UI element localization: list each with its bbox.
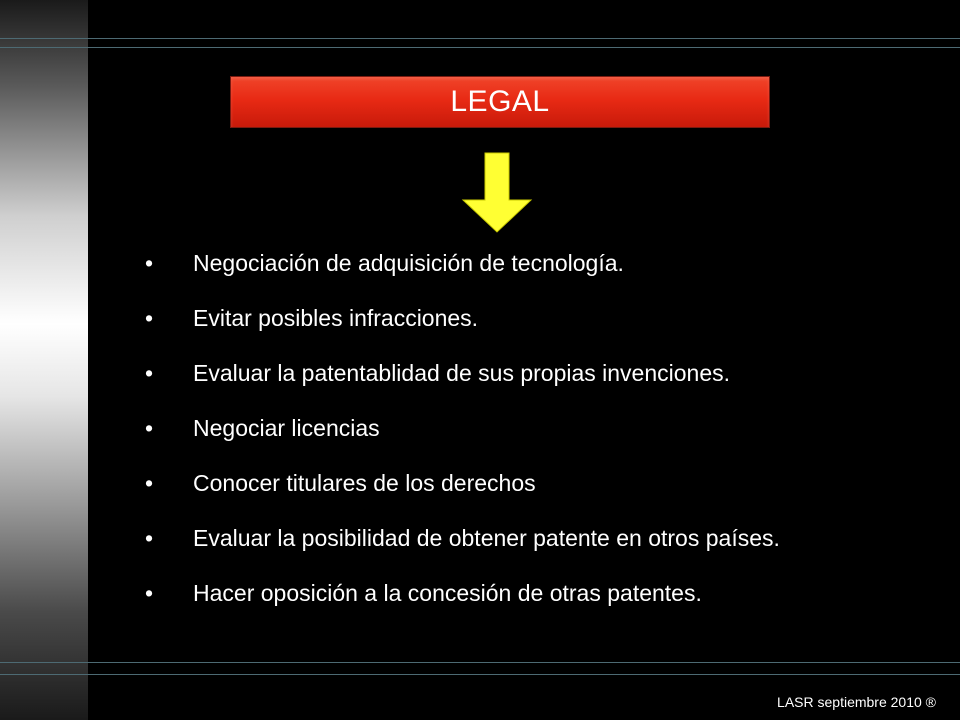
bullet-icon: • <box>145 415 154 441</box>
down-arrow-icon <box>461 152 533 234</box>
list-item-text: Negociación de adquisición de tecnología. <box>193 250 624 276</box>
list-item-text: Negociar licencias <box>193 415 380 441</box>
list-item <box>145 303 897 333</box>
list-item <box>145 413 897 443</box>
slide-title <box>230 76 770 128</box>
list-item-text: Evitar posibles infracciones. <box>193 305 479 331</box>
list-item-text: Conocer titulares de los derechos <box>193 470 536 496</box>
list-item-text: Evaluar la patentablidad de sus propias invenciones. <box>193 360 731 386</box>
bullet-icon: • <box>145 580 154 606</box>
bullet-icon: • <box>145 525 154 551</box>
footer-text: LASR septiembre 2010 ® <box>777 694 936 710</box>
list-item <box>145 358 897 388</box>
bullet-icon: • <box>145 250 154 276</box>
bottom-rule-line <box>0 662 960 663</box>
list-item <box>145 578 897 608</box>
bullet-icon: • <box>145 470 154 496</box>
bullet-icon: • <box>145 360 154 386</box>
side-gradient-bar <box>0 0 88 720</box>
bottom-rule-line-2 <box>0 674 960 675</box>
list-item <box>145 248 897 278</box>
top-rule-line <box>0 38 960 39</box>
bullet-icon: • <box>145 305 154 331</box>
list-item-text: Evaluar la posibilidad de obtener patente en otros países. <box>193 525 780 551</box>
bullet-list <box>145 248 897 608</box>
list-item <box>145 468 897 498</box>
list-item <box>145 523 897 553</box>
slide-title-text: LEGAL <box>450 85 550 118</box>
list-item-text: Hacer oposición a la concesión de otras patentes. <box>193 580 702 606</box>
top-rule-line-2 <box>0 47 960 48</box>
